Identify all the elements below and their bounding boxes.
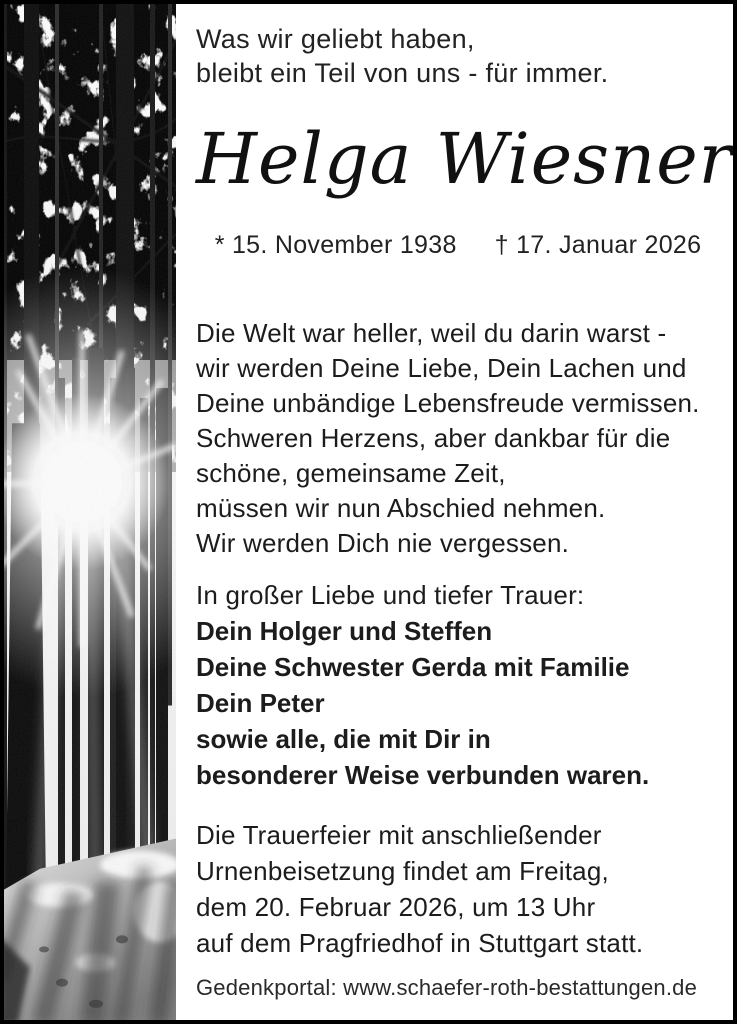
tribute-line: wir werden Deine Liebe, Dein Lachen und [196, 353, 687, 383]
funeral-line: dem 20. Februar 2026, um 13 Uhr [196, 892, 596, 922]
mourners-section [196, 577, 720, 793]
mourner-line: Deine Schwester Gerda mit Familie [196, 652, 630, 682]
deceased-name: Helga Wiesner [196, 118, 734, 200]
epigraph-line: Was wir geliebt haben, [196, 24, 475, 54]
funeral-details [196, 817, 720, 961]
memorial-portal-link[interactable]: Gedenkportal: www.schaefer-roth-bestattungen.de [196, 975, 698, 1000]
funeral-line: Urnenbeisetzung findet am Freitag, [196, 856, 609, 886]
mourner-line: besonderer Weise verbunden waren. [196, 760, 650, 790]
tribute-line: Deine unbändige Lebensfreude vermissen. [196, 388, 700, 418]
winter-forest-sunburst-photo [0, 0, 176, 1024]
tribute-paragraph [196, 316, 720, 561]
tribute-line: Schweren Herzens, aber dankbar für die [196, 423, 671, 453]
obituary-text-column [196, 0, 734, 1001]
tribute-line: schöne, gemeinsame Zeit, [196, 458, 506, 488]
life-dates [196, 231, 720, 260]
tribute-line: müssen wir nun Abschied nehmen. [196, 493, 606, 523]
epigraph-line: bleibt ein Teil von uns - für immer. [196, 58, 609, 88]
mourner-line: sowie alle, die mit Dir in [196, 724, 491, 754]
tribute-line: Die Welt war heller, weil du darin warst - [196, 318, 667, 348]
mourner-line: Dein Peter [196, 688, 325, 718]
mourning-intro: In großer Liebe und tiefer Trauer: [196, 580, 585, 610]
tribute-line: Wir werden Dich nie vergessen. [196, 528, 570, 558]
death-date: † 17. Januar 2026 [494, 231, 702, 259]
funeral-line: Die Trauerfeier mit anschließender [196, 820, 602, 850]
epigraph [196, 22, 720, 90]
funeral-line: auf dem Pragfriedhof in Stuttgart statt. [196, 928, 644, 958]
mourner-line: Dein Holger und Steffen [196, 616, 493, 646]
birth-date: * 15. November 1938 [214, 231, 457, 259]
